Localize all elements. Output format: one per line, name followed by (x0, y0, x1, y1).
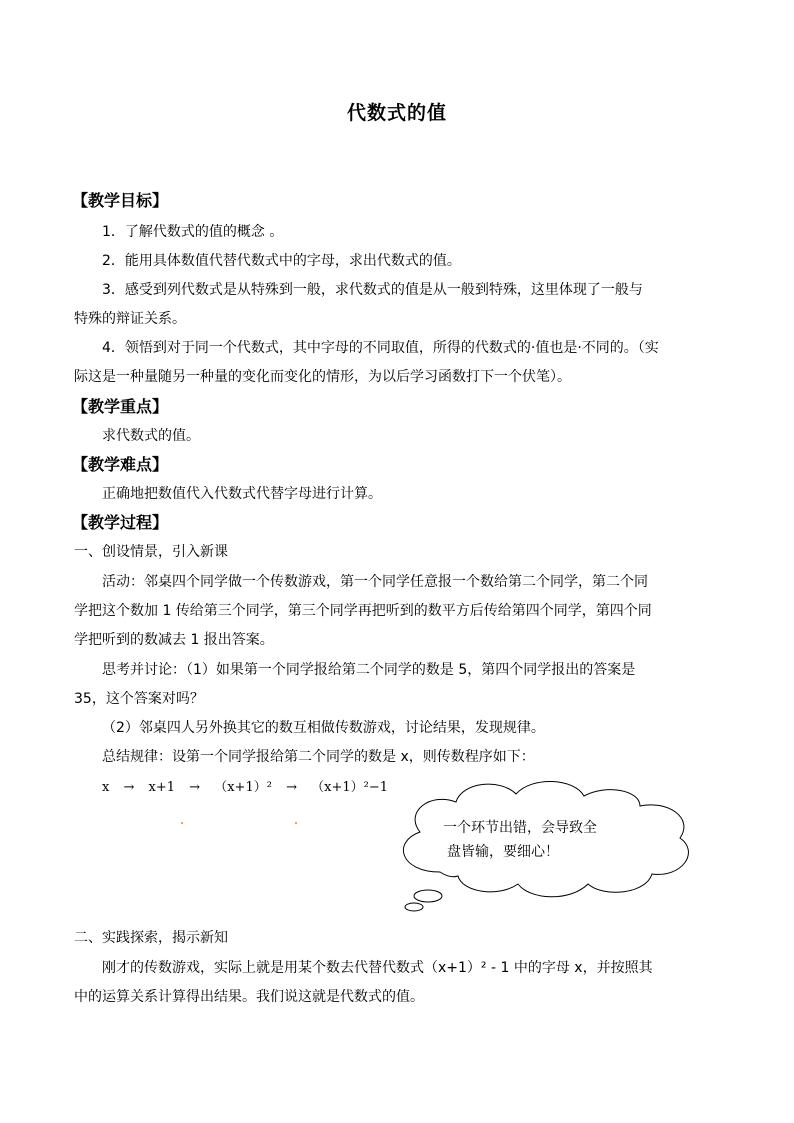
objective-1: 1．了解代数式的值的概念 。 (102, 224, 284, 240)
flow-step-2: x+1 (148, 780, 176, 795)
process-heading: 【教学过程】 (72, 513, 169, 532)
discuss-line-1: 思考并讨论：（1）如果第一个同学报给第二个同学的数是 5，第四个同学报出的答案是 (102, 662, 636, 678)
activity-line-1: 活动：邻桌四个同学做一个传数游戏，第一个同学任意报一个数给第二个同学，第二个同 (102, 574, 648, 590)
objectives-heading: 【教学目标】 (72, 191, 169, 210)
flow-arrow-icon: → (123, 780, 135, 795)
callout-line-1: 一个环节出错，会导致全 (443, 820, 597, 836)
discuss-line-2: 35，这个答案对吗？ (74, 691, 204, 707)
callout-line-2: 盘皆输，要细心！ (447, 844, 559, 860)
callout-text (443, 816, 597, 864)
difficulty-heading: 【教学难点】 (72, 455, 169, 474)
difficulty-text: 正确地把数值代入代数式代替字母进行计算。 (102, 486, 382, 502)
flow-step-3: （x+1）² (214, 780, 272, 795)
objective-2: 2．能用具体数值代替代数式中的字母，求出代数式的值。 (102, 253, 461, 269)
key-point-heading: 【教学重点】 (72, 397, 169, 416)
activity-line-2: 学把这个数加 1 传给第三个同学，第三个同学再把听到的数平方后传给第四个同学，第四个同 (74, 603, 652, 619)
flow-arrow-icon: → (189, 780, 201, 795)
page-title: 代数式的值 (346, 102, 447, 124)
flow-step-1: x (102, 780, 110, 795)
objective-3-cont: 特殊的辩证关系。 (74, 311, 186, 327)
part2-line-1: 刚才的传数游戏，实际上就是用某个数去代替代数式（x+1）² - 1 中的字母 x，并按照其 (102, 960, 653, 976)
part1-title: 一、创设情景，引入新课 (74, 544, 228, 560)
discuss-line-3: （2）邻桌四人另外换其它的数互相做传数游戏，讨论结果，发现规律。 (102, 720, 545, 736)
part2-title: 二、实践探索，揭示新知 (74, 930, 228, 946)
part2-line-2: 中的运算关系计算得出结果。我们说这就是代数式的值。 (74, 989, 424, 1005)
discuss-line-4: 总结规律：设第一个同学报给第二个同学的数是 x，则传数程序如下： (102, 749, 535, 765)
flow-arrow-icon: → (286, 780, 297, 795)
flow-step-4: （x+1）²−1 (311, 780, 388, 795)
objective-3: 3．感受到列代数式是从特殊到一般，求代数式的值是从一般到特殊，这里体现了一般与 (102, 282, 643, 298)
activity-line-3: 学把听到的数减去 1 报出答案。 (74, 632, 274, 648)
objective-4-cont: 际这是一种量随另一种量的变化而变化的情形，为以后学习函数打下一个伏笔）。 (74, 369, 571, 385)
objective-4: 4．领悟到对于同一个代数式，其中字母的不同取值，所得的代数式的·值也是·不同的。（实 (102, 340, 659, 356)
key-point-text: 求代数式的值。 (102, 428, 200, 444)
